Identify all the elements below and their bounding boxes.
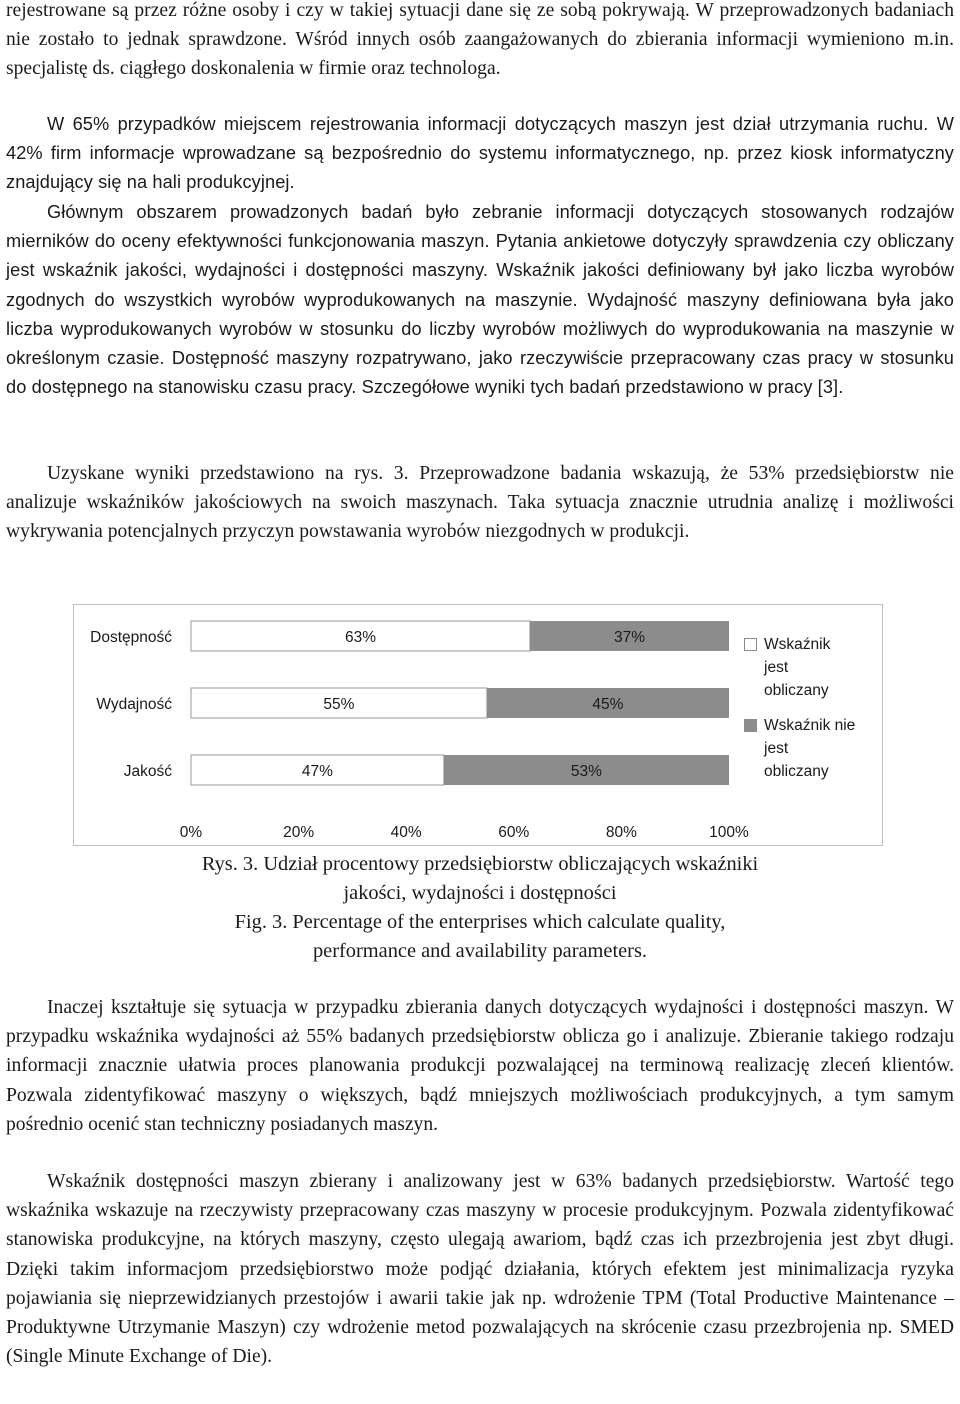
- legend-item-calculated: [744, 633, 874, 702]
- data-label: 37%: [613, 629, 645, 646]
- data-label: 63%: [344, 629, 376, 646]
- data-label: 53%: [570, 763, 602, 780]
- x-tick-label: 100%: [709, 824, 749, 841]
- legend-swatch-calculated: [744, 638, 757, 651]
- legend-label-line: jest: [764, 659, 789, 676]
- figure-caption-pl-line-1: Rys. 3. Udział procentowy przedsiębiorstw obliczających wskaźniki: [201, 853, 759, 875]
- figure-chart: [73, 604, 883, 846]
- x-tick-label: 80%: [605, 824, 637, 841]
- paragraph-results-intro: Uzyskane wyniki przedstawiono na rys. 3. Przeprowadzone badania wskazują, że 53% przedsiębiorstw nie analizuje wskaźników jakościowych na swoich maszynach. Taka sytuacja znacznie utrudnia analizę i możliwości wykrywania potencjalnych przyczyn powstawania wyrobów niezgodnych w produkcji.: [6, 463, 954, 543]
- category-label: Dostępność: [90, 629, 172, 646]
- x-tick-label: 0%: [179, 824, 203, 841]
- category-label: Wydajność: [96, 696, 172, 713]
- data-label: 55%: [323, 696, 355, 713]
- paragraph-research-scope: Głównym obszarem prowadzonych badań było zebranie informacji dotyczących stosowanych rodzajów mierników do oceny efektywności funkcjonowania maszyn. Pytania ankietowe dotyczyły sprawdzenia czy obliczany jest wskaźnik jakości, wydajności i dostępności maszyny. Wskaźnik jakości definiowany był jako liczba wyrobów zgodnych do wszystkich wyrobów wyprodukowanych na maszynie. Wydajność maszyny definiowana była jako liczba wyprodukowanych wyrobów w stosunku do liczby wyrobów możliwych do wyprodukowania na maszynie w określonym czasie. Dostępność maszyny rozpatrywano, jako rzeczywiście przepracowany czas pracy w stosunku do dostępnego na stanowisku czasu pracy. Szczegółowe wyniki tych badań przedstawiono w pracy [3].: [6, 202, 954, 398]
- data-label: 47%: [301, 763, 333, 780]
- x-tick-label: 40%: [390, 824, 422, 841]
- paragraph-availability-indicator: Wskaźnik dostępności maszyn zbierany i analizowany jest w 63% badanych przedsiębiorstw. Wartość tego wskaźnika wskazuje na rzeczywisty przepracowany czas maszyny w procesie produkcyjnym. Pozwala zidentyfikować stanowiska produkcyjne, na których maszyny, często ulegają awariom, bądź czas ich przezbrojenia jest zbyt długi. Dzięki takim informacjom przedsiębiorstwo może podjąć działania, których efektem jest minimalizacja ryzyka pojawiania się nieprzewidzianych przestojów i awarii takie jak np. wdrożenie TPM (Total Productive Maintenance – Produktywne Utrzymanie Maszyn) czy wdrożenie metod pozwalających na skrócenie czasu przezbrojenia np. SMED (Single Minute Exchange of Die).: [6, 1171, 954, 1368]
- figure-caption-en-line-1: Fig. 3. Percentage of the enterprises which calculate quality,: [234, 911, 726, 933]
- paragraph-performance-availability: Inaczej kształtuje się sytuacja w przypadku zbierania danych dotyczących wydajności i dostępności maszyn. W przypadku wskaźnika wydajności aż 55% badanych przedsiębiorstw oblicza go i analizuje. Zbieranie takiego rodzaju informacji znacznie ułatwia proces planowania produkcji pozwalającej na terminową realizację zleceń klientów. Pozwala zidentyfikować maszyny o większych, bądź mniejszych możliwościach produkcyjnych, a tym samym pośrednio ocenić stan techniczny posiadanych maszyn.: [6, 997, 954, 1135]
- figure-caption-pl-line-2: jakości, wydajności i dostępności: [343, 882, 617, 904]
- paragraph-continuation: rejestrowane są przez różne osoby i czy w takiej sytuacji dane się ze sobą pokrywają. W przeprowadzonych badaniach nie zostało to jednak sprawdzone. Wśród innych osób zaangażowanych do zbierania informacji wymieniono m.in. specjalistę ds. ciągłego doskonalenia w firmie oraz technologa.: [6, 0, 954, 80]
- paragraph-registration-location: W 65% przypadków miejscem rejestrowania informacji dotyczących maszyn jest dział utrzymania ruchu. W 42% firm informacje wprowadzane są bezpośrednio do systemu informatycznego, np. przez kiosk informatyczny znajdujący się na hali produkcyjnej.: [6, 114, 954, 193]
- legend-label-line: obliczany: [764, 763, 829, 780]
- x-tick-label: 20%: [283, 824, 315, 841]
- x-tick-label: 60%: [498, 824, 530, 841]
- chart-legend: [744, 633, 874, 793]
- legend-label-line: Wskaźnik nie: [764, 717, 856, 734]
- legend-swatch-not-calculated: [744, 719, 757, 732]
- category-label: Jakość: [123, 763, 172, 780]
- legend-label-line: jest: [764, 740, 789, 757]
- legend-label-line: obliczany: [764, 682, 829, 699]
- legend-label-line: Wskaźnik: [764, 636, 831, 653]
- figure-caption-en-line-2: performance and availability parameters.: [312, 940, 648, 962]
- legend-item-not-calculated: [744, 714, 874, 783]
- data-label: 45%: [592, 696, 624, 713]
